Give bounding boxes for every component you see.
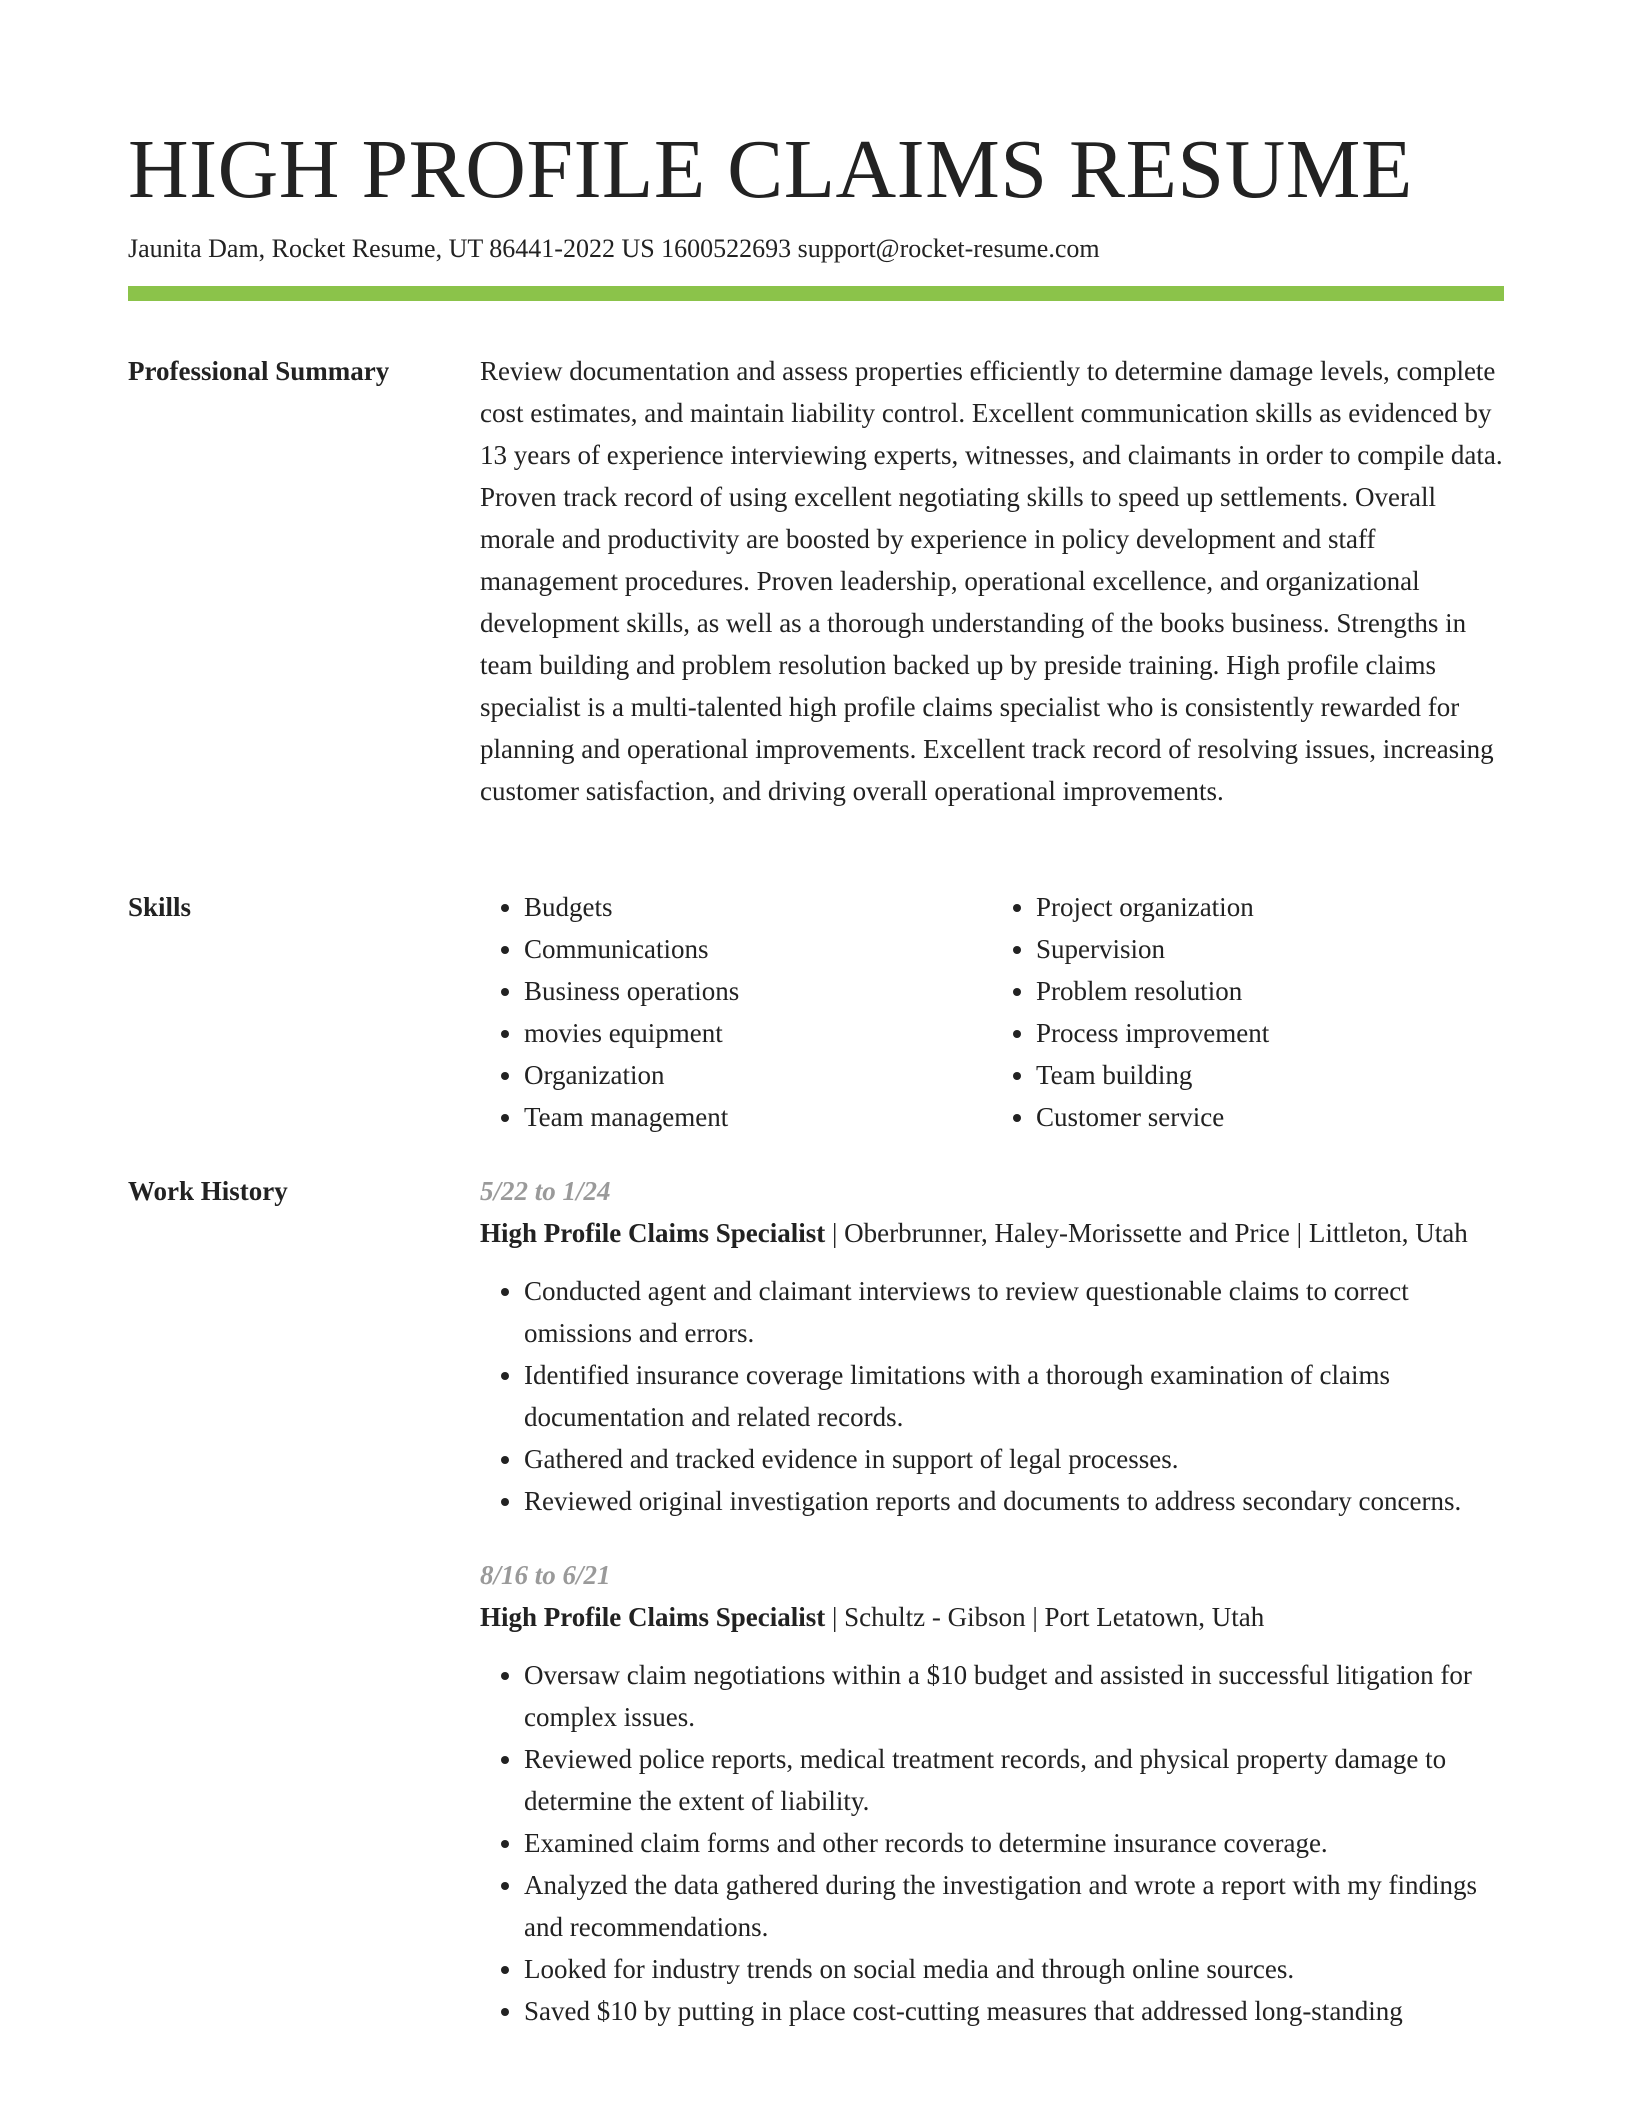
job-bullet: • Saved $10 by putting in place cost-cutting measures that addressed long-standing	[524, 1990, 1504, 2032]
skill-item: • movies equipment	[524, 1012, 992, 1054]
skill-item: • Team management	[524, 1096, 992, 1138]
job-title: High Profile Claims Specialist	[480, 1218, 826, 1248]
job-bullet: • Conducted agent and claimant interviews to review questionable claims to correct omissions and errors.	[524, 1270, 1504, 1354]
job-bullet: • Examined claim forms and other records to determine insurance coverage.	[524, 1822, 1504, 1864]
job-title: High Profile Claims Specialist	[480, 1602, 826, 1632]
skill-item: • Supervision	[1036, 928, 1504, 970]
job-details: | Oberbrunner, Haley-Morissette and Price | Littleton, Utah	[825, 1218, 1468, 1248]
job-heading	[480, 1596, 1504, 1638]
job-dates: 5/22 to 1/24	[480, 1176, 611, 1206]
skill-item: • Process improvement	[1036, 1012, 1504, 1054]
job-bullet: • Identified insurance coverage limitations with a thorough examination of claims documentation and related records.	[524, 1354, 1504, 1438]
skill-item: • Project organization	[1036, 886, 1504, 928]
job-bullet-list	[480, 1654, 1504, 2032]
skill-item: • Budgets	[524, 886, 992, 928]
job-bullet: • Gathered and tracked evidence in support of legal processes.	[524, 1438, 1504, 1480]
skill-item: • Organization	[524, 1054, 992, 1096]
summary-text: Review documentation and assess properties efficiently to determine damage levels, complete cost estimates, and maintain liability control. Excellent communication skills as evidenced by 13 years of experience interviewing experts, witnesses, and claimants in order to compile data. Proven track record of using excellent negotiating skills to speed up settlements. Overall morale and productivity are boosted by experience in policy development and staff management procedures. Proven leadership, operational excellence, and organizational development skills, as well as a thorough understanding of the books business. Strengths in team building and problem resolution backed up by preside training. High profile claims specialist is a multi-talented high profile claims specialist who is consistently rewarded for planning and operational improvements. Excellent track record of resolving issues, increasing customer satisfaction, and driving overall operational improvements.	[480, 356, 1503, 806]
job-bullet: • Looked for industry trends on social media and through online sources.	[524, 1948, 1504, 1990]
skill-item: • Communications	[524, 928, 992, 970]
resume-title: HIGH PROFILE CLAIMS RESUME	[128, 123, 1413, 216]
skill-item: • Business operations	[524, 970, 992, 1012]
skill-item: • Problem resolution	[1036, 970, 1504, 1012]
job-bullet: • Analyzed the data gathered during the investigation and wrote a report with my findings and recommendations.	[524, 1864, 1504, 1948]
summary-heading: Professional Summary	[128, 356, 390, 386]
job-bullet: • Oversaw claim negotiations within a $10 budget and assisted in successful litigation for complex issues.	[524, 1654, 1504, 1738]
job-heading	[480, 1212, 1504, 1254]
skills-list-left	[480, 886, 992, 1138]
job-entry	[480, 1170, 1504, 1522]
skills-list-right	[992, 886, 1504, 1138]
work-history-heading: Work History	[128, 1176, 288, 1206]
job-details: | Schultz - Gibson | Port Letatown, Utah	[825, 1602, 1265, 1632]
skill-item: • Team building	[1036, 1054, 1504, 1096]
skills-heading: Skills	[128, 892, 192, 922]
job-entry	[480, 1554, 1504, 2032]
job-bullet-list	[480, 1270, 1504, 1522]
job-bullet: • Reviewed original investigation reports and documents to address secondary concerns.	[524, 1480, 1504, 1522]
accent-divider	[128, 286, 1504, 301]
contact-line: Jaunita Dam, Rocket Resume, UT 86441-2022 US 1600522693 support@rocket-resume.com	[128, 234, 1100, 263]
job-bullet: • Reviewed police reports, medical treatment records, and physical property damage to determine the extent of liability.	[524, 1738, 1504, 1822]
job-dates: 8/16 to 6/21	[480, 1560, 611, 1590]
skill-item: • Customer service	[1036, 1096, 1504, 1138]
